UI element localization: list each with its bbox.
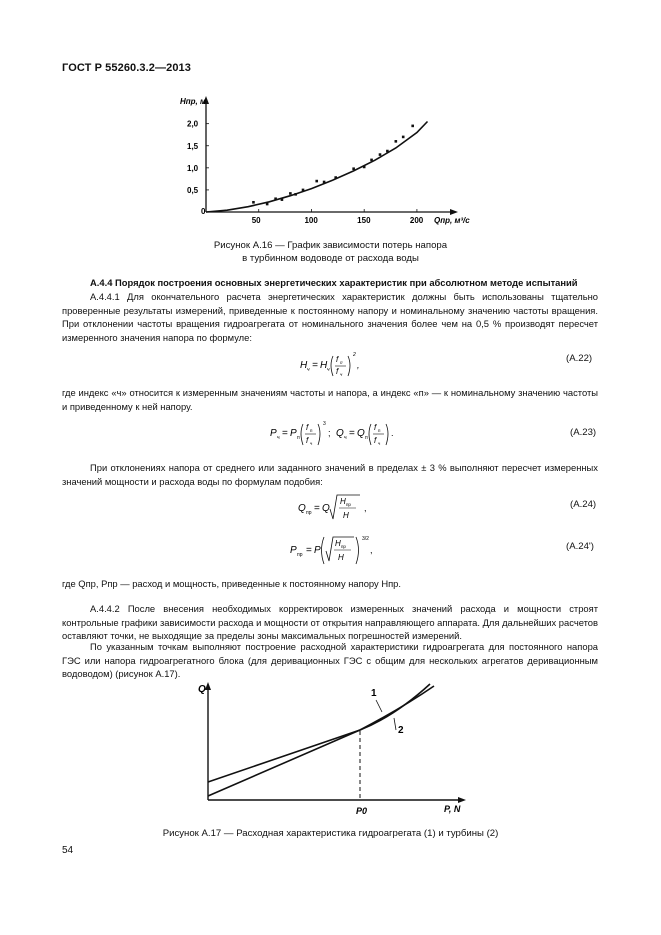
svg-text:п: п	[297, 435, 300, 441]
svg-text:=: =	[282, 428, 288, 439]
svg-text:Q: Q	[336, 428, 344, 439]
a16-data-point	[294, 193, 297, 196]
svg-text:ч: ч	[307, 367, 310, 373]
svg-text:H: H	[340, 497, 346, 506]
figure-a17-caption: Рисунок А.17 — Расходная характеристика гидроагрегата (1) и турбины (2)	[162, 828, 499, 839]
a16-y-axis-label: Hпр, м	[180, 97, 206, 106]
svg-text:пр: пр	[306, 510, 312, 516]
paragraph-a441-number: А.4.4.1	[90, 291, 120, 302]
svg-text:P: P	[270, 428, 277, 439]
svg-text:п: п	[378, 428, 381, 433]
a16-data-point	[379, 153, 382, 156]
svg-text:f: f	[306, 423, 309, 432]
svg-text:,: ,	[364, 503, 367, 513]
svg-text:Q: Q	[322, 503, 330, 514]
svg-text:f: f	[336, 355, 339, 364]
paragraph-similarity	[62, 461, 598, 488]
a16-data-point	[302, 189, 305, 192]
a16-origin-label: 0	[201, 207, 206, 216]
svg-text:ч: ч	[310, 441, 313, 446]
equation-number-a24: (А.24)	[570, 499, 597, 510]
svg-text:ч: ч	[344, 435, 347, 441]
a16-data-point	[289, 192, 292, 195]
formula-a22	[300, 348, 380, 383]
where-note-2: где Qпр, Pпр — расход и мощность, приведенные к постоянному напору Hпр.	[62, 578, 401, 589]
formula-a24b	[290, 532, 390, 573]
a16-y-tick-label: 0,5	[187, 185, 199, 195]
a16-y-tick-label: 2,0	[187, 119, 199, 129]
paragraph-a442-number: А.4.4.2	[90, 603, 120, 614]
a16-x-axis-label: Qпр, м³/с	[434, 216, 470, 225]
formula-a23	[270, 418, 400, 455]
a16-data-point	[281, 198, 284, 201]
equation-number-a24b: (А.24')	[566, 541, 594, 552]
svg-text:п: п	[310, 428, 313, 433]
a16-y-tick-label: 1,0	[187, 163, 199, 173]
svg-text:3: 3	[323, 421, 326, 427]
a16-data-point	[386, 150, 389, 153]
paragraph-flow-characteristic	[62, 640, 598, 681]
a16-x-tick-label: 100	[304, 216, 318, 225]
a16-data-point	[252, 201, 255, 204]
svg-text:Q: Q	[298, 503, 306, 514]
svg-text:f: f	[374, 423, 377, 432]
svg-text:=: =	[314, 503, 320, 514]
svg-text:H: H	[320, 360, 328, 371]
a16-data-point	[266, 203, 269, 206]
a16-data-point	[363, 166, 366, 169]
svg-text:=: =	[306, 545, 312, 556]
svg-text:=: =	[349, 428, 355, 439]
svg-text:п: п	[365, 435, 368, 441]
svg-text:H: H	[300, 360, 308, 371]
document-header: ГОСТ Р 55260.3.2—2013	[62, 62, 191, 74]
svg-text:Q: Q	[357, 428, 365, 439]
a17-leader-1	[376, 700, 382, 712]
figure-a16-caption-2: в турбинном водоводе от расхода воды	[242, 253, 419, 264]
a16-data-point	[274, 197, 277, 200]
svg-text:H: H	[338, 553, 344, 562]
svg-text:п: п	[340, 360, 343, 365]
a16-data-point	[370, 159, 373, 162]
svg-text:.: .	[391, 428, 394, 438]
page-number: 54	[62, 845, 74, 856]
a17-x-label: P, N	[444, 804, 461, 814]
a17-curve-1	[208, 684, 430, 796]
paragraph-a442	[62, 602, 598, 643]
svg-text:P: P	[290, 545, 297, 556]
formula-a22-render	[300, 348, 380, 380]
a16-x-arrow	[450, 209, 458, 215]
svg-text:,: ,	[357, 360, 360, 370]
a16-data-point	[334, 176, 337, 179]
paragraph-a441-text: Для окончательного расчета энергетических характеристик должны быть использованы тщательно проверенные результаты измерений, приведенные к постоянному напору и номинальному значению частоты вращения. При отклонении частоты вращения гидроагрегата от номинального значения более чем на 0,5 % производят пересчет измеренного значения напора по формуле:	[62, 291, 598, 343]
svg-text:f: f	[336, 367, 339, 376]
paragraph-flow-characteristic-text: По указанным точкам выполняют построение расходной характеристики гидроагрегата для постоянного напора ГЭС или напора гидроагрегатного блока (для деривационных ГЭС с общим для нескольких агрегатов деривационным водоводом) (рисунок А.17).	[62, 641, 598, 680]
a17-leader-2	[394, 718, 396, 730]
a16-data-point	[323, 181, 326, 184]
paragraph-a442-text: После внесения необходимых корректировок измеренных значений расхода и мощности строят контрольные графики зависимости расхода и мощности от открытия направляющего аппарата. Для дальнейших расчетов оставляют точки, не выходящие за пределы зоны максимальных погрешностей измерений.	[62, 603, 598, 642]
equation-number-a22: (А.22)	[566, 353, 593, 364]
svg-text:,: ,	[370, 545, 373, 555]
formula-a24b-render	[290, 532, 390, 568]
svg-text:ч: ч	[277, 435, 280, 441]
svg-text:;: ;	[328, 428, 331, 438]
a17-y-arrow	[205, 682, 211, 690]
a16-data-point	[352, 167, 355, 170]
paragraph-similarity-text: При отклонениях напора от среднего или заданного значений в пределах ± 3 % выполняют пересчет измеренных значений мощности и расхода воды по формулам подобия:	[62, 462, 598, 487]
svg-text:ч: ч	[340, 372, 343, 377]
where-note-1: где индекс «ч» относится к измеренным значениям частоты и напора, а индекс «п» — к номинальному значению частоты и приведенному к ней напору.	[62, 387, 598, 412]
equation-number-a23: (А.23)	[570, 427, 597, 438]
figure-a16-chart	[170, 88, 490, 228]
svg-text:H: H	[335, 539, 341, 548]
a17-curve-2-label: 2	[398, 725, 404, 736]
a16-x-tick-label: 50	[251, 216, 261, 225]
a16-data-point	[402, 136, 405, 139]
svg-text:P: P	[290, 428, 297, 439]
a16-data-point	[411, 125, 414, 128]
svg-text:ч: ч	[378, 441, 381, 446]
svg-text:пр: пр	[297, 552, 303, 558]
svg-text:f: f	[306, 436, 309, 445]
a17-curve-1-label: 1	[371, 688, 377, 699]
a16-data-point	[395, 140, 398, 143]
svg-text:P: P	[314, 545, 321, 556]
a17-p0-label: P0	[356, 806, 368, 816]
section-heading: А.4.4 Порядок построения основных энергетических характеристик при абсолютном методе испытаний	[90, 277, 578, 288]
a16-data-point	[315, 180, 318, 183]
svg-text:f: f	[374, 436, 377, 445]
svg-text:=: =	[312, 360, 318, 371]
a17-x-arrow	[458, 797, 466, 803]
svg-text:пр: пр	[346, 502, 351, 507]
figure-a17-diagram	[190, 678, 480, 823]
a16-x-tick-label: 150	[357, 216, 371, 225]
svg-text:H: H	[343, 511, 349, 520]
svg-text:пр: пр	[341, 544, 346, 549]
formula-a24-render	[298, 491, 388, 525]
formula-a23-render	[270, 418, 400, 450]
a16-fit-curve	[206, 122, 428, 213]
a16-y-tick-label: 1,5	[187, 141, 199, 151]
a16-x-tick-label: 200	[409, 216, 424, 225]
svg-text:ч: ч	[327, 367, 330, 373]
svg-text:3/2: 3/2	[362, 536, 369, 542]
a17-y-label: Q	[198, 684, 206, 695]
figure-a16-caption-1: Рисунок А.16 — График зависимости потерь напора	[213, 240, 448, 251]
svg-text:2: 2	[353, 352, 356, 358]
paragraph-a441	[62, 290, 598, 344]
formula-a24	[298, 491, 388, 530]
